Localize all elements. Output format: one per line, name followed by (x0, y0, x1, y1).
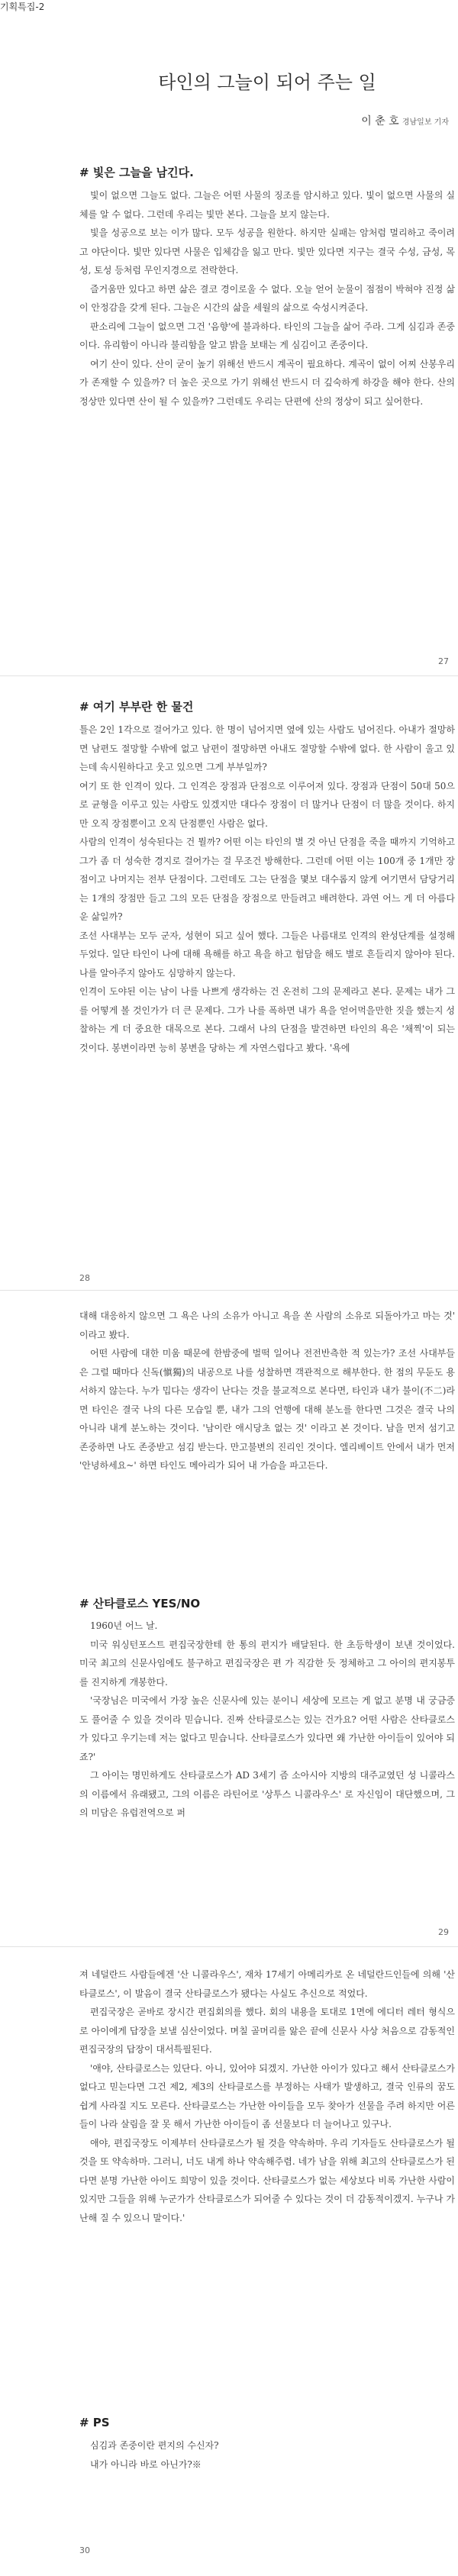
paragraph: 빛이 없으면 그늘도 없다. 그늘은 어떤 사물의 징조를 암시하고 있다. 빛이 없으면 사물의 실체를 알 수 없다. 그런데 우리는 빛만 본다. 그늘을 보지 않는다. (79, 190, 455, 220)
paragraph: 틀은 2인 1각으로 걸어가고 있다. 한 명이 넘어지면 옆에 있는 사람도 넘어진다. 아내가 절망하면 남편도 절망할 수밖에 없고 남편이 절망하면 아내도 절망할 수밖에 없다. 한 사람이 울고 있는데 속시원하다고 웃고 있으면 그게 부부일까? (79, 724, 455, 772)
paragraph: 심김과 존중이란 편지의 수신자? (90, 2440, 219, 2451)
paragraph: 1960년 어느 날. (90, 1620, 158, 1631)
paragraph: 조선 사대부는 모두 군자, 성현이 되고 싶어 했다. 그들은 나름대로 인격의 완성단계를 설정해두었다. 일단 타인이 나에 대해 욕해를 하고 욕을 하고 험담을 해도 별로 흔들리지 않아야 된다. 나를 알아주지 않아도 심망하지 않는다. (79, 930, 455, 978)
section-body (79, 1617, 455, 1823)
paragraph: 미국 워싱턴포스트 편집국장한테 한 통의 편지가 배달된다. 한 초등학생이 보낸 것이었다. 미국 최고의 신문사임에도 불구하고 편집국장은 편 가 직감한 듯 정체하고 그 아이의 편지봉투를 진지하게 개봉한다. (79, 1639, 455, 1688)
paragraph: 여기 또 한 인격이 있다. 그 인격은 장점과 단점으로 이루어져 있다. 장점과 단점이 50대 50으로 균형을 이루고 있는 사람도 있겠지만 대다수 장점이 더 많거나 단점이 더 많을 것이다. 하지만 오직 장점뿐이고 오직 단점뿐인 사람은 없다. (79, 780, 455, 829)
paragraph: 애야, 편집국장도 이제부터 산타클로스가 될 것을 약속하마. 우리 기자들도 산타클로스가 될 것을 또 약속하마. 그러니, 너도 내게 하나 약속해주렴. 네가 남을 위해 최고의 산타클로스가 된다면 분명 가난한 아이도 희망이 있을 것이다. 산타클로스가 없는 세상보다 비록 가난한 사람이 있지만 그들을 위해 누군가가 산타클로스가 되어줄 수 있다는 것이 더 감동적이겠지. 누구나 가난해 질 수 있으니 말이다.' (79, 2137, 455, 2223)
page-number: 28 (79, 1273, 90, 1283)
paragraph: '국장님은 미국에서 가장 높은 신문사에 있는 분이니 세상에 모르는 게 없고 분명 내 궁금증도 풀어줄 수 있을 것이라 믿습니다. 진짜 산타클로스는 있는 건가요? 어떤 사람은 산타클로스가 있다고 우기는데 저는 없다고 믿습니다. 산타클로스가 있다면 왜 가난한 아이들이 있어야 되죠?' (79, 1695, 455, 1762)
page-number: 30 (79, 2545, 90, 2555)
author-org: 경남일보 기자 (402, 118, 449, 127)
paragraph: 그 아이는 명민하게도 산타클로스가 AD 3세기 즘 소아시아 지방의 대주교였던 성 니콜라스의 이름에서 유래됐고, 그의 이름은 라틴어로 '상투스 니콜라우스' 로 자신임이 대단했으며, 그의 미담은 유럽전역으로 퍼 (79, 1770, 455, 1818)
page-divider (0, 1946, 458, 1947)
paragraph: 판소리에 그늘이 없으면 그건 '음향'에 불과하다. 타인의 그늘을 삶어 주라. 그게 심김과 존중이다. 유리함이 아니라 불리함을 알고 밝을 보태는 게 심김이고 존중이다. (79, 321, 455, 350)
paragraph: 인격이 도야된 이는 남이 나를 나쁘게 생각하는 건 온전히 그의 문제라고 본다. 문제는 내가 그를 어떻게 볼 것인가가 더 큰 문제다. 그가 나를 폭하면 내가 욕을 얻어먹을만한 짓을 했는지 성찰하는 게 더 중요한 대목으로 본다. 그래서 나의 단점을 발견하면 타인의 욕은 '채찍'이 되는 것이다. 봉변이라면 능히 봉변을 당하는 게 자연스럽다고 봤다. '욕에 (79, 986, 455, 1053)
paragraph: 대해 대응하지 않으면 그 욕은 나의 소유가 아니고 욕을 쏜 사람의 소유로 되돌아가고 마는 것' 이라고 봤다. (79, 1311, 455, 1340)
byline (361, 113, 449, 128)
page-divider (0, 675, 458, 676)
section-heading: # 산타클로스 YES/NO (79, 1597, 201, 1610)
page-number: 27 (438, 656, 449, 666)
author-name: 이 춘 호 (361, 115, 399, 127)
paragraph: 내가 아니라 바로 아닌가?※ (90, 2458, 202, 2470)
paragraph: 여기 산이 있다. 산이 굳이 높기 위해선 반드시 계곡이 필요하다. 계곡이 없이 어찌 산봉우리가 존재할 수 있을까? 더 높은 곳으로 가기 위해선 반드시 더 깊숙하게 하강을 해야 한다. 산의 정상만 있다면 산이 될 수 있을까? 그런데도 우리는 단편에 산의 정상이 되고 싶어한다. (79, 358, 455, 407)
section-heading: # 빛은 그늘을 남긴다. (79, 166, 194, 179)
paragraph: 어떤 사람에 대한 미움 때문에 한밤중에 벌떡 일어나 전전반측한 적 있는가? 조선 사대부들은 그럴 때마다 신독(愼獨)의 내공으로 나를 성찰하면 객관적으로 해부한다. 한 점의 무둔도 용서하지 않는다. 누가 밉다는 생각이 난다는 것을 불교적으로 본다면, 타인과 내가 불이(不二)라면 타인은 결국 나의 다른 모습일 뿐, 내가 그의 언행에 대해 분노를 한다면 그것은 결국 나의 아니라 내게 분노하는 것이다. '남이란 애시당초 없는 것' 이라고 본 것이다. 남을 먼저 섬기고 존중하면 나도 존중받고 섬김 받는다. 만고불변의 진리인 것이다. 엘리베이트 안에서 내가 먼저 '안녕하세요~' 하면 타인도 메아리가 되어 내 가슴을 파고든다. (79, 1348, 455, 1471)
page-divider (0, 1290, 458, 1291)
paragraph: 즐거움만 있다고 하면 삶은 결코 경이로울 수 없다. 오늘 얻어 눈물이 점점이 박혀야 진정 삶이 안정감을 갖게 된다. 그늘은 시간의 삶을 세월의 삶으로 숙성시켜준다. (79, 283, 455, 313)
article-title: 타인의 그늘이 되어 주는 일 (158, 72, 376, 93)
paragraph: '애야, 산타클로스는 있단다. 아니, 있어야 되겠지. 가난한 아이가 있다고 해서 산타클로스가 없다고 믿는다면 그건 제2, 제3의 산타클로스를 부정하는 사태가 발생하고, 결국 인류의 꿈도 쉽게 사라질 지도 모른다. 산타클로스는 가난한 아이들을 모두 찾아가 선물을 주려 하지만 어른들이 나라 살림을 잘 못 해서 가난한 아이들이 좀 선물보다 더 늘어나고 있구나. (79, 2062, 455, 2129)
section-body (79, 1307, 455, 1475)
section-body (79, 2436, 455, 2474)
section-body (79, 186, 455, 411)
section-heading: # 여기 부부란 한 물건 (79, 700, 194, 714)
paragraph: 져 네덜란드 사람들에겐 '산 니콜라우스', 재차 17세기 아메리카로 온 네덜란드인들에 의해 '산타클로스', 이 발음이 결국 산타클로스가 됐다는 사실도 추신으로 적었다. (79, 1969, 455, 1999)
section-body (79, 1965, 455, 2227)
paragraph: 편집국장은 곧바로 장시간 편집회의를 했다. 회의 내용을 토대로 1면에 에디터 레터 형식으로 아이에게 답장을 보낼 심산이었다. 며칠 골머리를 앓은 끝에 신문사 사상 처음으로 감동적인 편집국장의 답장이 대서특필된다. (79, 2007, 455, 2055)
paragraph: 사람의 인격이 성숙된다는 건 뭘까? 어떤 이는 타인의 별 것 아닌 단점을 죽을 때까지 기억하고 그가 좀 더 성숙한 경지로 걸어가는 걸 무조건 방해한다. 그런데 어떤 이는 100개 중 1개만 장점이고 나머지는 전부 단점이다. 그런데도 그는 단점을 몇보 대수롭지 않게 여기면서 담당거리는 1개의 장점만 들고 그의 모든 단점을 장점으로 만들려고 배려한다. 과연 어느 게 더 아름다운 삶일까? (79, 837, 455, 922)
section-body (79, 721, 455, 1057)
page-number: 29 (438, 1927, 449, 1937)
paragraph: 빛을 성공으로 보는 이가 많다. 모두 성공을 원한다. 하지만 실패는 암처럼 멀리하고 죽이려고 야단이다. 빛만 있다면 사물은 입체감을 잃고 만다. 빛만 있다면 지구는 결국 수성, 금성, 목성, 토성 등처럼 무인지경으로 전락한다. (79, 227, 455, 276)
section-label: 기획특집-2 (0, 2, 45, 12)
section-heading: # PS (79, 2416, 110, 2429)
